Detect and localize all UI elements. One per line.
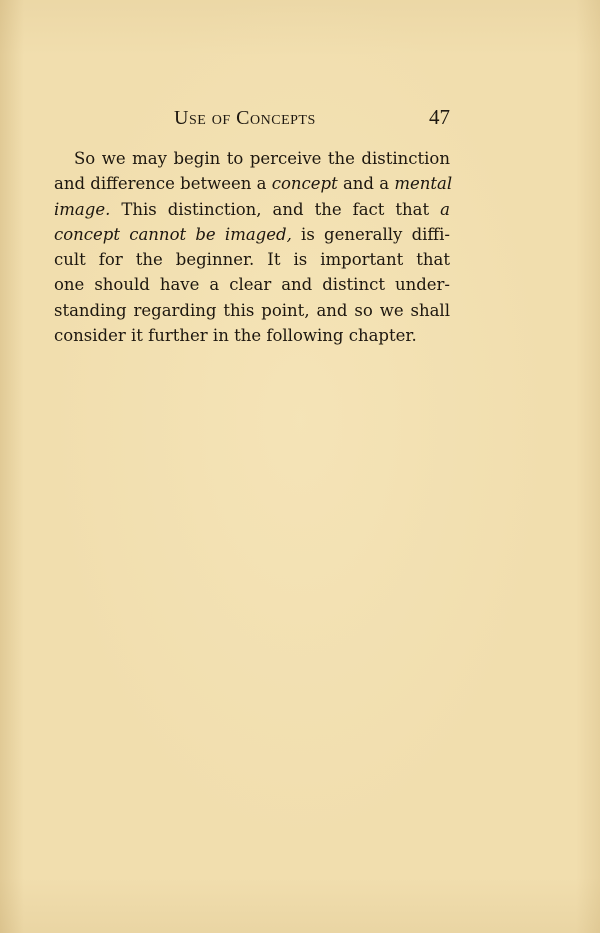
text-line: cult for the beginner. It is important that [54,250,450,270]
emphasis: concept cannot be imaged, [54,224,292,244]
text-line: concept cannot be imaged, is generally diffi- [54,224,451,244]
text-line: standing regarding this point, and so we shall [54,300,450,320]
emphasis: a [440,199,450,219]
page-number: 47 [429,105,450,129]
running-title: Use of Concepts [174,107,316,129]
emphasis: mental [394,174,453,194]
text-line: consider it further in the following chapter. [54,326,417,346]
running-head [54,104,450,130]
body-paragraph [54,146,453,348]
text-line: So we may begin to perceive the distinction [74,149,450,168]
emphasis: concept [271,174,338,194]
text-line: and difference between a concept and a mental [54,174,453,194]
text-line: one should have a clear and distinct under- [54,275,450,295]
text-line: image. This distinction, and the fact that a [54,199,450,219]
emphasis: image. [54,199,111,219]
